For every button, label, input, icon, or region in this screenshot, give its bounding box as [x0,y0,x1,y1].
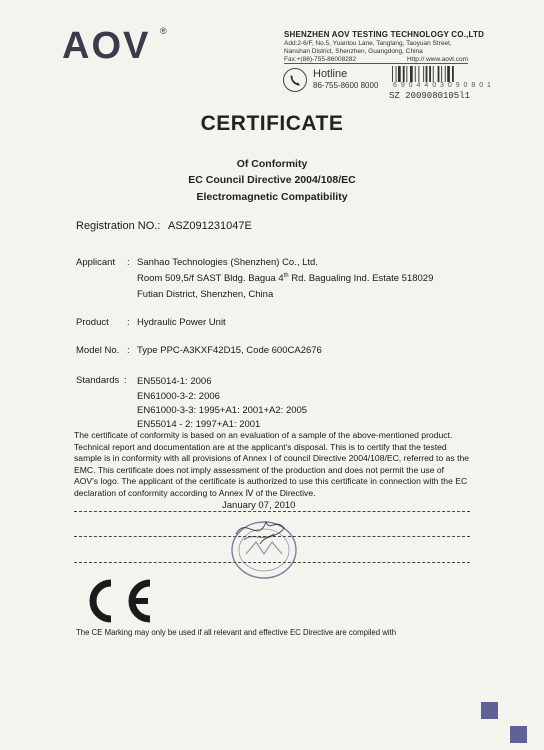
issue-date: January 07, 2010 [222,500,296,511]
barcode-bar [403,66,405,82]
standards-label: Standards [76,375,120,386]
applicant-name: Sanhao Technologies (Shenzhen) Co., Ltd. [137,257,318,268]
certificate-title: CERTIFICATE [200,112,344,135]
statement-line: The certificate of conformity is based on an evaluation of a sample of the above-mentioned product. [74,430,453,440]
corner-square [481,702,498,719]
aov-logo [62,25,172,67]
barcode-bar [418,66,419,82]
ce-mark-icon [78,575,156,625]
ce-marking-note: The CE Marking may only be used if all relevant and effective EC Directive are compiled with [76,628,397,637]
company-seal-stamp [226,514,304,582]
barcode-bar [438,66,440,82]
statement-line: sample is in conformity with all provisions of Annex I of council Directive 2004/108/EC, referred to as the [74,453,470,463]
telephone-icon [283,68,307,92]
subtitle-conformity: Of Conformity [236,158,308,170]
company-address-line2: Nanshan District, Shenzhen, Guangdong, China [284,48,423,55]
registered-mark: ® [160,26,167,36]
applicant-colon: : [127,257,130,268]
applicant-address-line2: Futian District, Shenzhen, China [137,289,274,300]
address-street-rest: Rd. Bagualing Ind. Estate 518029 [288,273,434,285]
statement-line: Technical report and documentation are at the applicant's disposal. This is to certify that the tested [74,441,447,452]
product-name: Hydraulic Power Unit [137,317,226,328]
logo-text: AOV [62,25,151,67]
model-number: Type PPC-A3KXF42D15, Code 600CA2676 [137,345,322,356]
registration-label: Registration NO.: [76,220,161,232]
subtitle-directive: EC Council Directive 2004/108/EC [188,174,356,186]
standard-item: EN61000-3-2: 2006 [137,391,220,402]
registration-number: ASZ091231047E [168,220,252,232]
barcode-bar [392,66,393,82]
fax-number: Fax:+(86)-755-86008282 [284,56,357,63]
applicant-label: Applicant [76,257,116,268]
address-superscript: th [283,273,289,279]
product-colon: : [127,317,130,328]
barcode-bar [423,66,424,82]
standard-item: EN61000-3-3: 1995+A1: 2001+A2: 2005 [137,405,308,416]
subtitle-emc: Electromagnetic Compatibility [196,191,348,203]
barcode-bar [398,66,401,82]
conformity-statement [74,430,470,499]
address-street: Room 509,5/f SAST Bldg. Bagua 4 [137,273,284,285]
website: Http:// www.aovt.com [406,56,468,63]
barcode [392,66,470,82]
model-label: Model No. [76,345,120,356]
barcode-bar [445,66,446,82]
barcode-bar [406,66,407,82]
barcode-bar [415,66,416,82]
barcode-bar [441,66,442,82]
product-label: Product [76,317,109,328]
model-colon: : [127,345,130,356]
hotline-number: 86-755-8600 8000 [313,81,379,90]
header-divider [284,63,468,64]
company-name: SHENZHEN AOV TESTING TECHNOLOGY CO.,LTD [284,30,485,39]
statement-line: declaration of conformity according to Annex Ⅳ of the Directive. [74,487,316,498]
barcode-bar [396,66,397,82]
barcode-bar [426,66,428,82]
barcode-bar [452,66,454,82]
barcode-number: 6 9 0 4 4 0 3 0 9 0 8 0 1 [393,82,492,89]
signature-line [74,511,470,512]
barcode-bar [447,66,450,82]
standards-colon: : [124,375,127,386]
corner-square [510,726,527,743]
hotline-label: Hotline [313,68,348,80]
standard-item: EN55014-1: 2006 [137,376,212,387]
statement-line: EMC. This certificate does not imply assessment of the production and does not permit the use of [74,464,445,475]
serial-number: SZ 2009080105l1 [389,91,471,101]
statement-line: AOV's logo. The applicant of the certificate is authorized to use this certificate in connection with the EC [74,476,468,486]
barcode-bar [429,66,431,82]
company-address-line1: Add:2-6/F, No.5, Yuantou Lane, Tanglang, Taoyuan Street, [284,40,452,47]
barcode-bar [433,66,434,82]
barcode-bar [410,66,413,82]
applicant-address-line1 [137,273,433,284]
standard-item: EN55014 - 2: 1997+A1: 2001 [137,419,261,430]
